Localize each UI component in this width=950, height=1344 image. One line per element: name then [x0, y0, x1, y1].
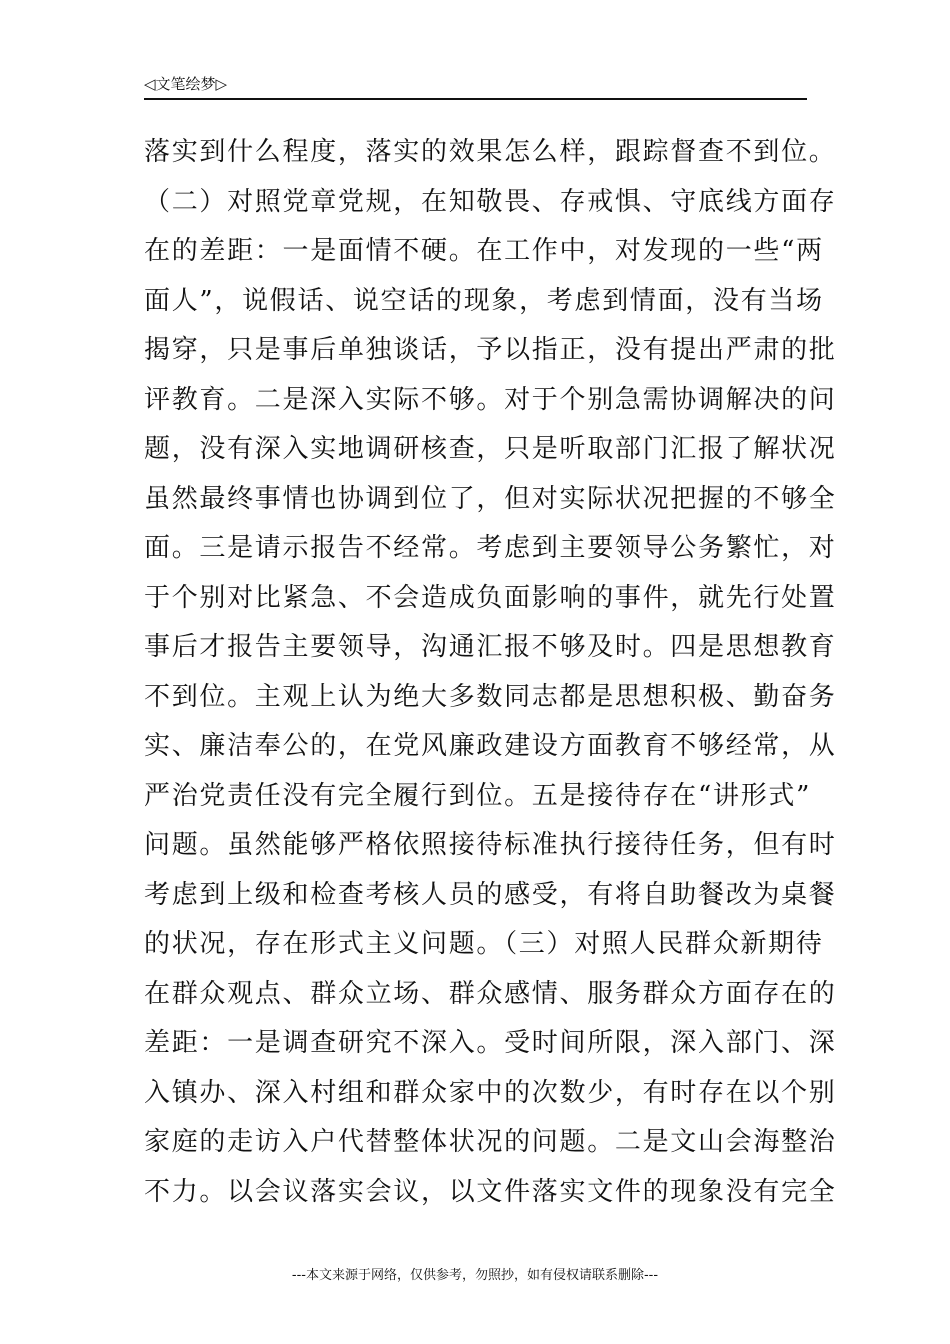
body-line: 差距：一是调查研究不深入。受时间所限，深入部门、深 [144, 1028, 837, 1058]
body-line: 的状况，存在形式主义问题。（三）对照人民群众新期待 [144, 929, 824, 959]
page-header [144, 72, 807, 100]
body-line: 评教育。二是深入实际不够。对于个别急需协调解决的问 [144, 384, 837, 415]
body-line: 面。三是请示报告不经常。考虑到主要领导公务繁忙，对 [144, 533, 837, 563]
body-line: 入镇办、深入村组和群众家中的次数少，有时存在以个别 [144, 1077, 837, 1108]
body-line: 在的差距：一是面情不硬。在工作中，对发现的一些“两 [144, 236, 824, 266]
body-line: 不力。以会议落实会议，以文件落实文件的现象没有完全 [144, 1176, 837, 1207]
document-body [144, 128, 837, 1217]
body-line: 在群众观点、群众立场、群众感情、服务群众方面存在的 [144, 978, 837, 1009]
body-line: 问题。虽然能够严格依照接待标准执行接待任务，但有时 [144, 830, 837, 860]
body-line: 家庭的走访入户代替整体状况的问题。二是文山会海整治 [144, 1127, 837, 1157]
page-footer: ---本文来源于网络，仅供参考，勿照抄，如有侵权请联系删除--- [291, 1268, 659, 1283]
body-line: 虽然最终事情也协调到位了，但对实际状况把握的不够全 [144, 483, 837, 514]
body-line: 题，没有深入实地调研核查，只是听取部门汇报了解状况 [144, 434, 837, 464]
body-line: 落实到什么程度，落实的效果怎么样，跟踪督查不到位。 [144, 137, 837, 167]
body-line: 严治党责任没有完全履行到位。五是接待存在“讲形式” [144, 780, 812, 811]
body-line: 事后才报告主要领导，沟通汇报不够及时。四是思想教育 [144, 632, 837, 662]
body-line: 考虑到上级和检查考核人员的感受，有将自助餐改为桌餐 [144, 879, 837, 910]
body-line: 于个别对比紧急、不会造成负面影响的事件，就先行处置 [144, 582, 837, 613]
body-line: 揭穿，只是事后单独谈话，予以指正，没有提出严肃的批 [144, 335, 837, 365]
header-title: ◁文笔绘梦▷ [144, 75, 228, 93]
body-line: 不到位。主观上认为绝大多数同志都是思想积极、勤奋务 [144, 681, 837, 712]
body-line: 面人”，说假话、说空话的现象，考虑到情面，没有当场 [144, 285, 824, 316]
body-line: 实、廉洁奉公的，在党风廉政建设方面教育不够经常，从 [144, 731, 837, 761]
body-line: （二）对照党章党规，在知敬畏、存戒惧、守底线方面存 [144, 186, 837, 217]
